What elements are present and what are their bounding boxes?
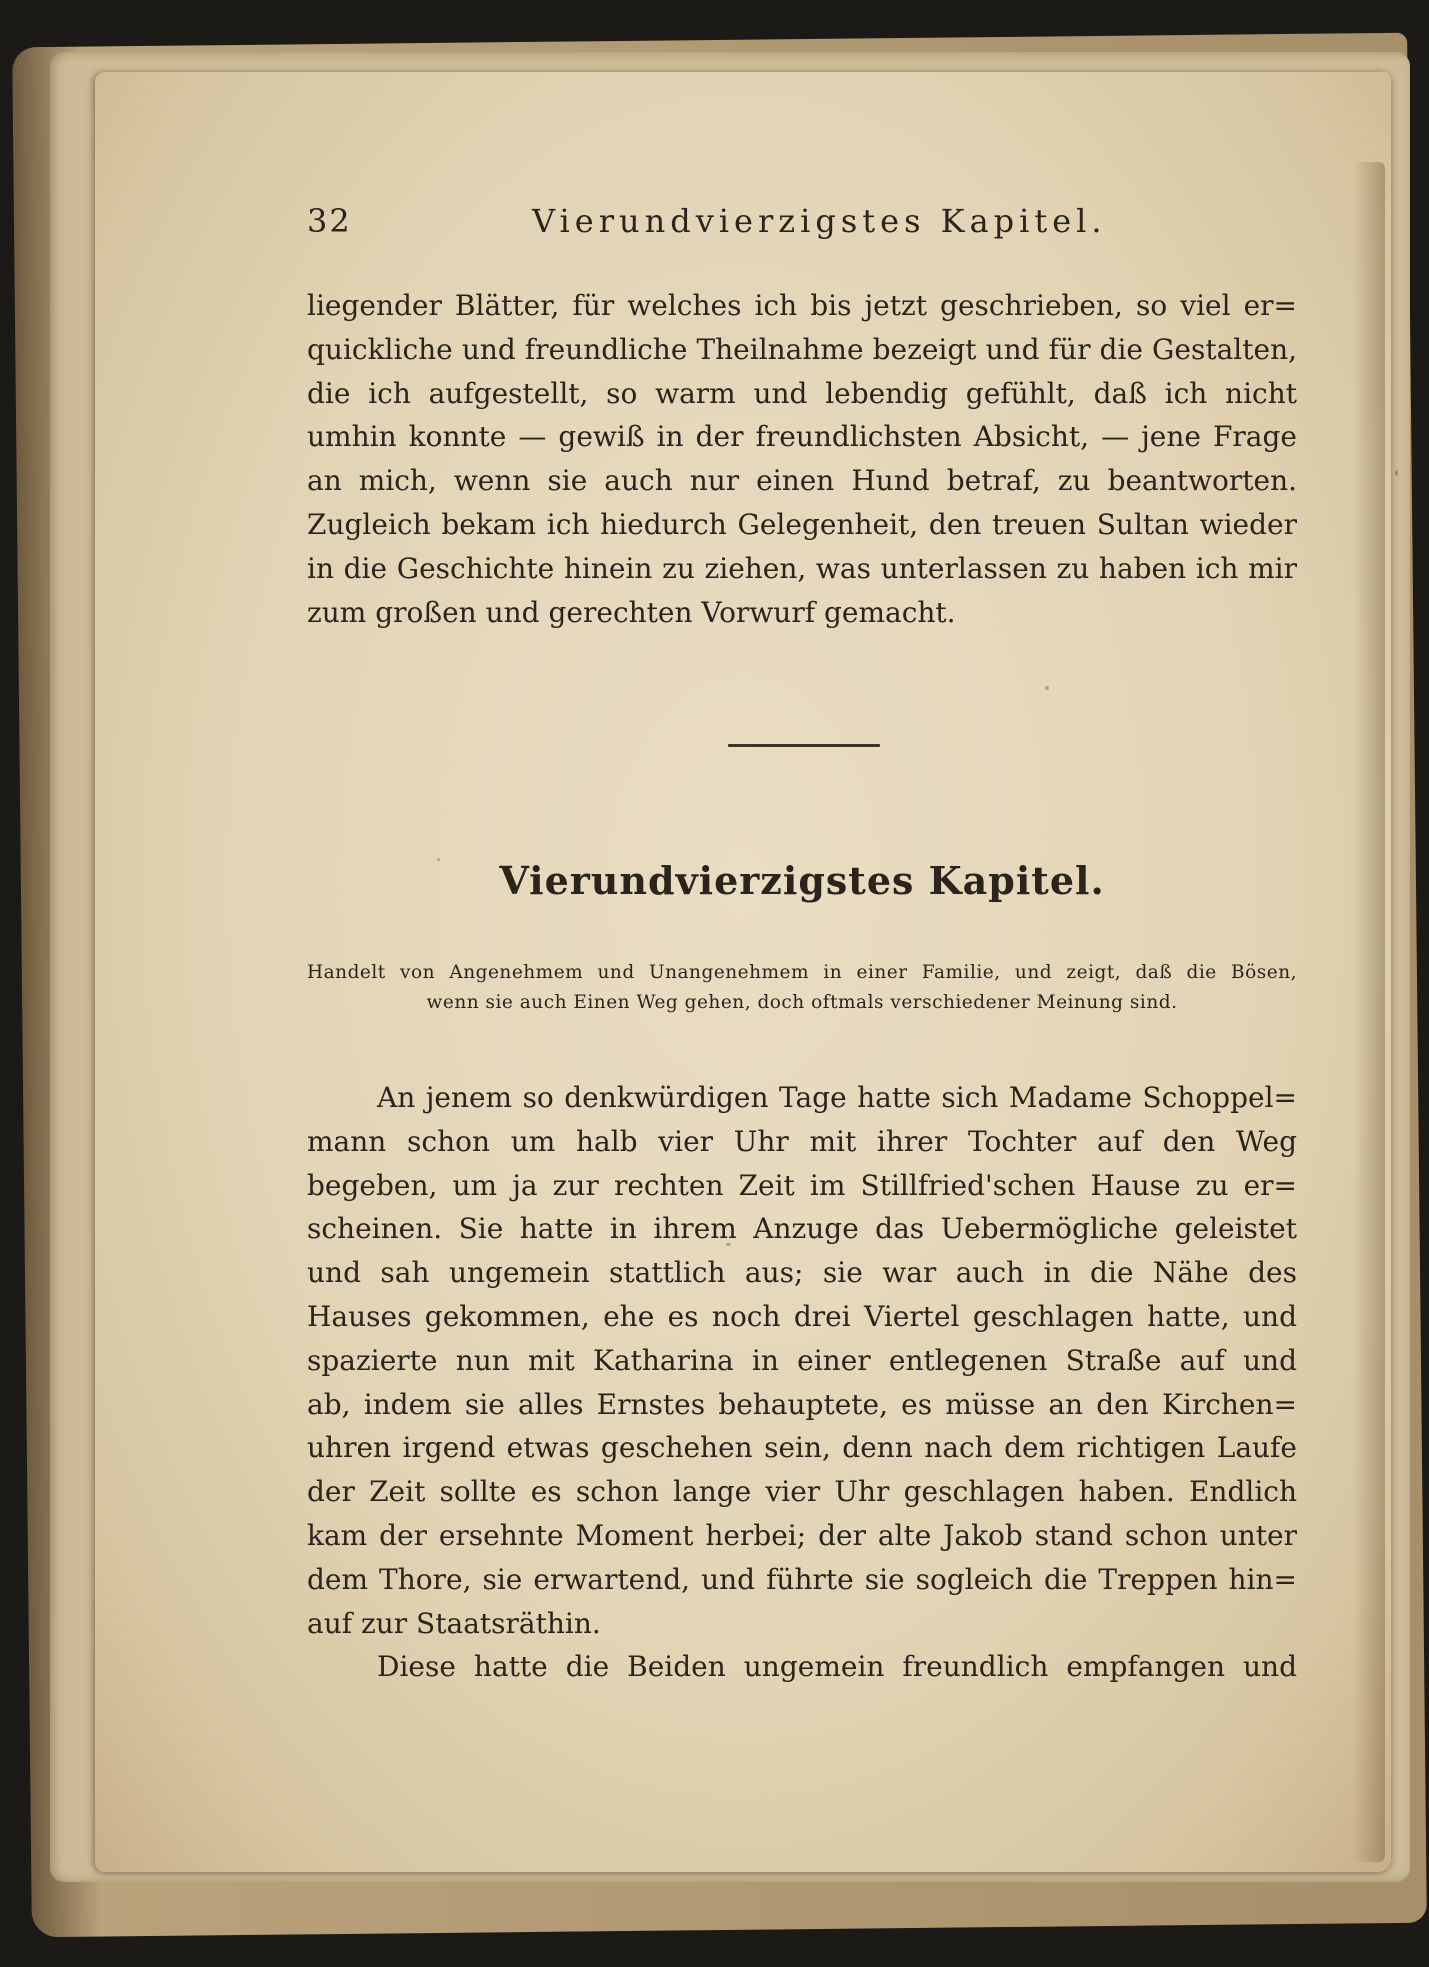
paper-speck xyxy=(1045,686,1049,690)
page-number: 32 xyxy=(307,202,352,240)
text-line: spazierte nun mit Katharina in einer entlegenen Straße auf und xyxy=(307,1343,1297,1377)
chapter-heading: Vierundvierzigstes Kapitel. xyxy=(499,858,1105,903)
text-line: mann schon um halb vier Uhr mit ihrer Tochter auf den Weg xyxy=(307,1124,1297,1158)
chapter-paragraph-1 xyxy=(307,1076,1297,1689)
chapter-summary-line: Handelt von Angenehmem und Unangenehmem in einer Familie, und zeigt, daß die Bösen, xyxy=(307,962,1297,983)
text-line: die ich aufgestellt, so warm und lebendig gefühlt, daß ich nicht xyxy=(307,376,1297,410)
text-line: Zugleich bekam ich hiedurch Gelegenheit, den treuen Sultan wieder xyxy=(307,507,1297,541)
text-line: Hauses gekommen, ehe es noch drei Viertel geschlagen hatte, und xyxy=(307,1299,1297,1333)
paper-speck xyxy=(437,858,440,861)
text-line: und sah ungemein stattlich aus; sie war auch in die Nähe des xyxy=(307,1256,1297,1290)
text-line: zum großen und gerechten Vorwurf gemacht. xyxy=(307,595,956,629)
text-line: An jenem so denkwürdigen Tage hatte sich Madame Schoppel= xyxy=(377,1081,1297,1114)
page-gutter-shadow xyxy=(1353,162,1385,1862)
top-paragraph xyxy=(307,284,1297,634)
text-line: quickliche und freundliche Theilnahme bezeigt und für die Gestalten, xyxy=(307,332,1297,366)
text-line: dem Thore, sie erwartend, und führte sie sogleich die Treppen hin= xyxy=(307,1562,1297,1596)
text-line: liegender Blätter, für welches ich bis jetzt geschrieben, so viel er= xyxy=(307,289,1297,322)
text-line: an mich, wenn sie auch nur einen Hund betraf, zu beantworten. xyxy=(307,464,1297,498)
text-line: Diese hatte die Beiden ungemein freundlich empfangen und xyxy=(377,1650,1297,1684)
text-line: in die Geschichte hinein zu ziehen, was unterlassen zu haben ich mir xyxy=(307,551,1297,585)
text-line: der Zeit sollte es schon lange vier Uhr geschlagen haben. Endlich xyxy=(307,1475,1297,1509)
running-title: Vierundvierzigstes Kapitel. xyxy=(532,202,1107,240)
paper-speck xyxy=(726,1243,731,1246)
text-line: begeben, um ja zur rechten Zeit im Stillfried'schen Hause zu er= xyxy=(307,1168,1297,1202)
text-line: kam der ersehnte Moment herbei; der alte Jakob stand schon unter xyxy=(307,1518,1297,1552)
paper-speck xyxy=(1395,470,1398,476)
running-head xyxy=(307,202,1307,246)
text-line: ab, indem sie alles Ernstes behauptete, es müsse an den Kirchen= xyxy=(307,1387,1297,1421)
text-line: uhren irgend etwas geschehen sein, denn nach dem richtigen Laufe xyxy=(307,1431,1297,1465)
text-line: auf zur Staatsräthin. xyxy=(307,1606,601,1640)
chapter-summary-line: wenn sie auch Einen Weg gehen, doch oftmals verschiedener Meinung sind. xyxy=(426,992,1178,1013)
text-line: scheinen. Sie hatte in ihrem Anzuge das Uebermögliche geleistet xyxy=(307,1212,1297,1246)
section-divider-rule xyxy=(728,744,880,747)
text-line: umhin konnte — gewiß in der freundlichsten Absicht, — jene Frage xyxy=(307,420,1297,454)
chapter-summary xyxy=(307,958,1297,1018)
